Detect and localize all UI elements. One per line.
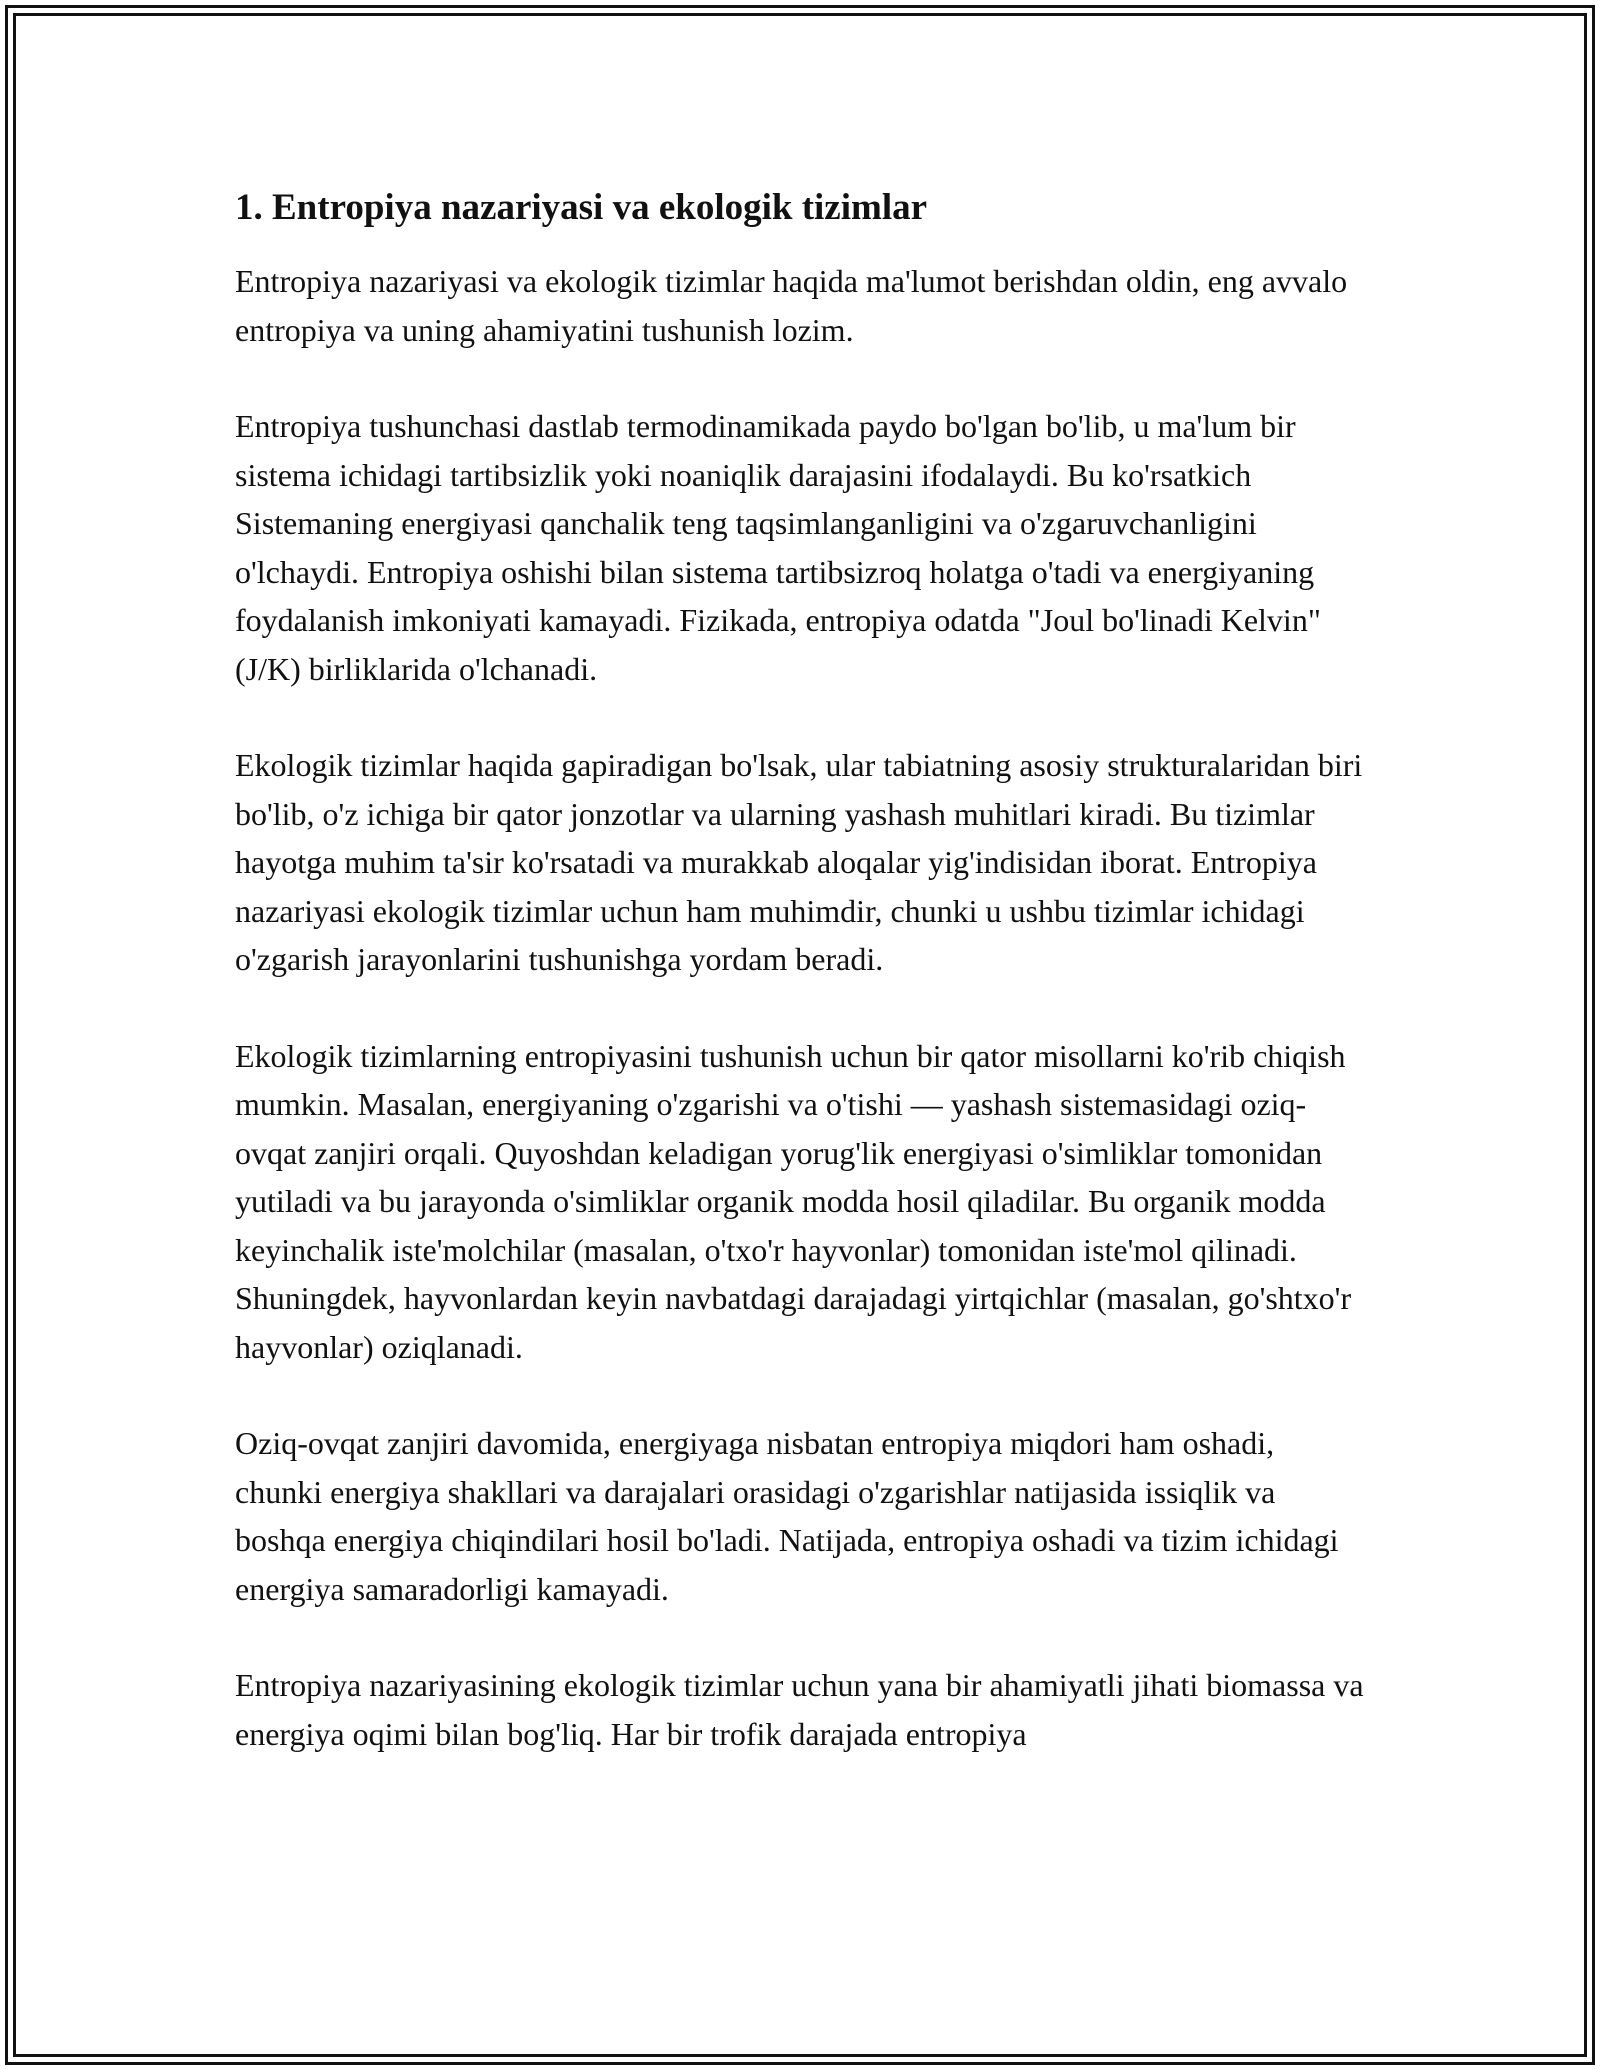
paragraph-5: Oziq-ovqat zanjiri davomida, energiyaga nisbatan entropiya miqdori ham oshadi, chunki energiya shakllari va darajalari orasidagi o'zgarishlar natijasida issiqlik va boshqa energiya chiqindilari hosil bo'ladi. Natijada, entropiya oshadi va tizim ichidagi energiya samaradorligi kamayadi. [235,1425,1339,1607]
paragraph-6: Entropiya nazariyasining ekologik tizimlar uchun yana bir ahamiyatli jihati biomassa va energiya oqimi bilan bog'liq. Har bir trofik darajada entropiya [235,1667,1364,1752]
paragraph-2: Entropiya tushunchasi dastlab termodinamikada paydo bo'lgan bo'lib, u ma'lum bir sistema ichidagi tartibsizlik yoki noaniqlik darajasini ifodalaydi. Bu ko'rsatkich Sistemaning energiyasi qanchalik teng taqsimlanganligini va o'zgaruvchanligini o'lchaydi. Entropiya oshishi bilan sistema tartibsizroq holatga o'tadi va energiyaning foydalanish imkoniyati kamayadi. Fizikada, entropiya odatda "Joul bo'linadi Kelvin" (J/K) birliklarida o'lchanadi. [235,408,1321,687]
paragraph-1: Entropiya nazariyasi va ekologik tizimlar haqida ma'lumot berishdan oldin, eng avvalo entropiya va uning ahamiyatini tushunish lozim. [235,263,1348,348]
paragraph-3: Ekologik tizimlar haqida gapiradigan bo'lsak, ular tabiatning asosiy strukturalaridan biri bo'lib, o'z ichiga bir qator jonzotlar va ularning yashash muhitlari kiradi. Bu tizimlar hayotga muhim ta'sir ko'rsatadi va murakkab aloqalar yig'indisidan iborat. Entropiya nazariyasi ekologik tizimlar uchun ham muhimdir, chunki u ushbu tizimlar ichidagi o'zgarish jarayonlarini tushunishga yordam beradi. [235,747,1363,977]
document-body [235,185,1365,1806]
paragraph-4: Ekologik tizimlarning entropiyasini tushunish uchun bir qator misollarni ko'rib chiqish mumkin. Masalan, energiyaning o'zgarishi va o'tishi — yashash sistemasidagi oziq-ovqat zanjiri orqali. Quyoshdan keladigan yorug'lik energiyasi o'simliklar tomonidan yutiladi va bu jarayonda o'simliklar organik modda hosil qiladilar. Bu organik modda keyinchalik iste'molchilar (masalan, o'txo'r hayvonlar) tomonidan iste'mol qilinadi. Shuningdek, hayvonlardan keyin navbatdagi darajadagi yirtqichlar (masalan, go'shtxo'r hayvonlar) oziqlanadi. [235,1037,1352,1365]
section-heading: 1. Entropiya nazariyasi va ekologik tizimlar [235,187,928,228]
